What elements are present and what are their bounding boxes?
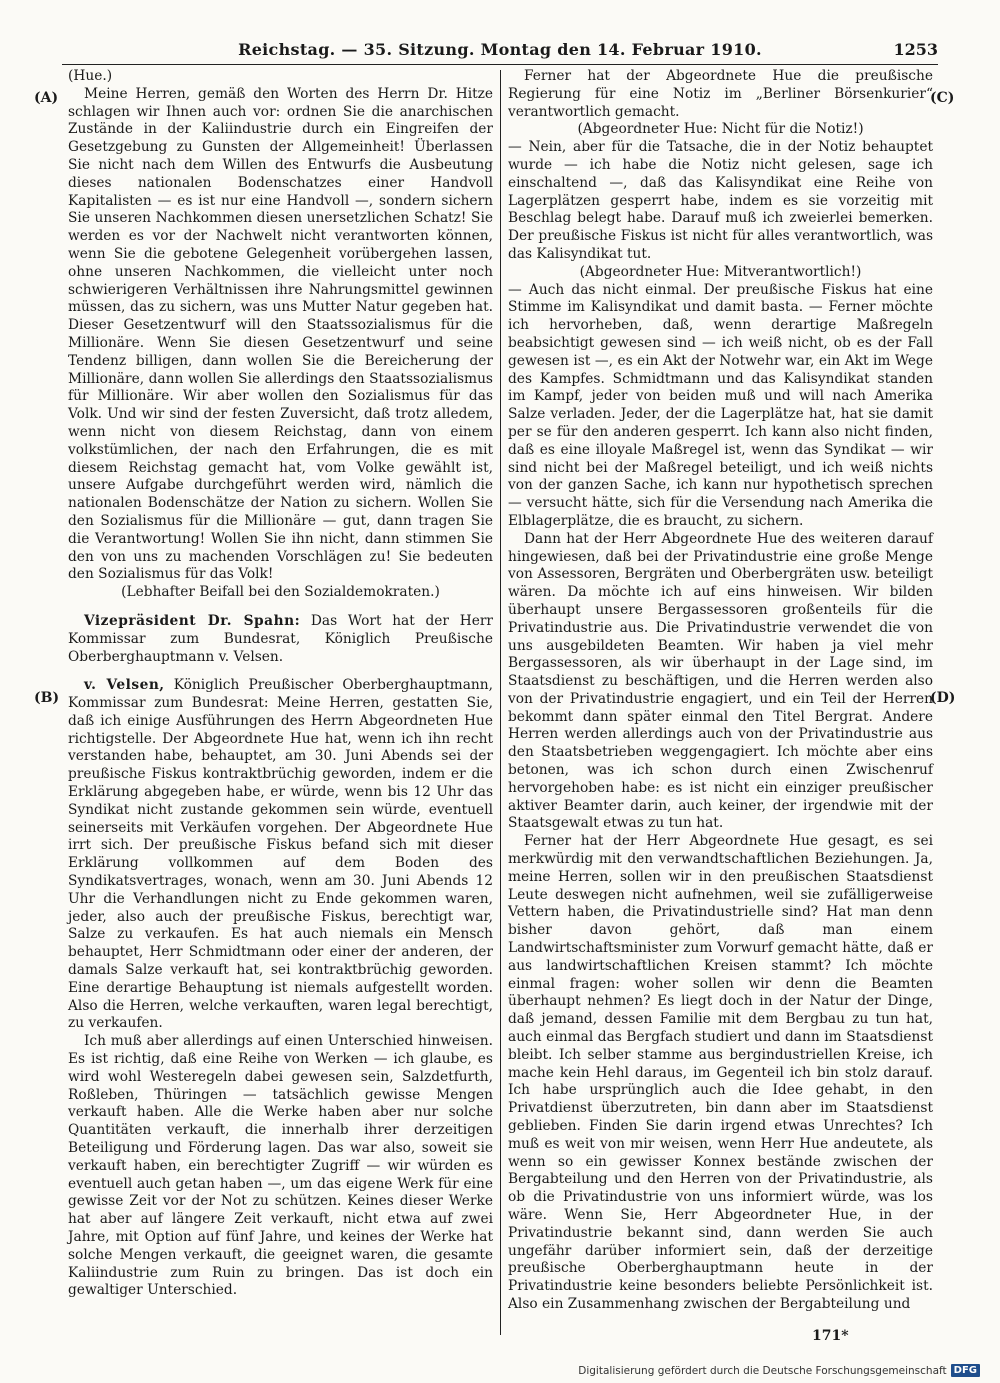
margin-marker-c: (C) [930,90,955,106]
notiz-paragraph: Ferner hat der Abgeordnete Hue die preußische Regierung für eine Notiz im „Berliner Börsenkurier“ verantwortlich gemacht. [508,68,933,120]
verwandtschaft-paragraph: Ferner hat der Herr Abgeordnete Hue gesagt, es sei merkwürdig mit den verwandtschaftlichen Beziehungen. Ja, meine Herren, sollen wir in den preußischen Staatsdienst Leute deswegen nicht aufnehmen, weil sie zufälligerweise Vettern haben, die Privatindustrielle sind? Hat man denn bisher davon gehört, daß man einem Landwirtschaftsminister zum Vorwurf gemacht hätte, daß er aus landwirtschaftlichen Kreisen stammt? Ich möchte einmal fragen: woher sollen wir denn die Beamten überhaupt nehmen? Es liegt doch in der Natur der Dinge, daß jemand, dessen Familie mit dem Bergbau zu tun hat, auch einmal das Bergfach studiert und dann im Staatsdienst bleibt. Ich selber stamme aus bergindustriellen Kreise, ich mache kein Hehl daraus, im Gegenteil ich bin stolz darauf. Ich habe ursprünglich auch die Idee gehabt, in den Privatdienst überzutreten, bin dann aber im Staatsdienst geblieben. Finden Sie darin irgend etwas Unrechtes? Ich muß es weit von mir weisen, wenn Herr Hue andeutete, als wenn so ein gewisser Konnex bestände zwischen der Bergabteilung und den Herren von der Privatindustrie, als ob die Privatindustrie von uns informiert würde, was los wäre. Wenn Sie, Herr Abgeordneter Hue, in der Privatindustrie bekannt sind, dann werden Sie auch ungefähr darüber informiert sein, daß der derzeitige preußische Oberberghauptmann heute in der Privatindustrie keine besonders beliebte Persönlichkeit ist. Also ein Zusammenhang zwischen der Bergabteilung und [508,833,933,1312]
lagerplaetze-paragraph: — Nein, aber für die Tatsache, die in der Notiz behauptet wurde — ich habe die Notiz nicht gelesen, sage ich einschaltend —, daß das Kalisyndikat eine Reihe von Lagerplätzen gesperrt habe, indem es sie vorzeitig mit Beschlag belegt habe. Darauf muß ich zweierlei bemerken. Der preußische Fiskus ist nicht für alles verantwortlich, was das Kalisyndikat tut. [508,139,933,262]
column-divider [500,70,501,1335]
page-header [62,40,938,64]
footer-text: Digitalisierung gefördert durch die Deutsche Forschungsgemeinschaft [578,1364,947,1377]
notwehr-paragraph: — Auch das nicht einmal. Der preußische Fiskus hat eine Stimme im Kalisyndikat und damit basta. — Ferner möchte ich hervorheben, daß, wenn derartige Maßregeln beabsichtigt gewesen sind — ich weiß nicht, ob es der Fall gewesen ist —, es ein Akt der Notwehr war, ein Akt im Wege des Kampfes. Schmidtmann und das Kalisyndikat standen im Kampf, jeder von beiden muß und will nach Amerika Salze verladen. Jeder, der die Lagerplätze hat, hat sie damit per se für den anderen gesperrt. Ich kann also nicht finden, daß es eine illoyale Maßregel ist, wenn das Syndikat — wir sind nicht bei der Maßregel beteiligt, und ich weiß nichts von der ganzen Sache, ich kann nur hypothetisch sprechen — versucht hätte, sich für die Versendung nach Amerika die Elblagerplätze, die es braucht, zu sichern. [508,281,933,529]
right-column [508,68,933,1314]
margin-marker-d: (D) [930,690,956,706]
vice-president-text: Das Wort hat der Herr Kommissar zum Bundesrat, Königlich Preußische Oberberghauptmann v. Velsen. [68,612,494,665]
page-number: 1253 [893,40,938,59]
vice-president-remark [68,613,493,666]
vice-president-speaker: Vizepräsident Dr. Spahn: [84,612,301,629]
unterschied-paragraph: Ich muß aber allerdings auf einen Unterschied hinweisen. Es ist richtig, daß eine Reihe von Werken — ich glaube, es wird wohl Westeregeln dabei gewesen sein, Salzdetfurth, Roßleben, Thüringen — tatsächlich gewisse Mengen verkauft haben. Alle die Werke haben aber nur solche Quantitäten verkauft, die innerhalb ihrer derzeitigen Beteiligung und Förderung lagen. Das war also, soweit sie verkauft haben, ein berechtigter Zugriff — wir würden es eventuell auch getan haben —, um das eigene Werk für eine gewisse Zeit vor der Not zu schützen. Keines dieser Werke hat aber auf längere Zeit verkauft, nicht etwa auf zwei Jahre, mit Option auf fünf Jahre, und keines der Werke hat solche Mengen verkauft, die geeignet waren, die gesamte Kaliindustrie zum Ruin zu bringen. Das ist doch ein gewaltiger Unterschied. [68,1033,493,1299]
hue-speech-paragraph: Meine Herren, gemäß den Worten des Herrn Dr. Hitze schlagen wir Ihnen auch vor: ordnen Sie die anarchischen Zustände in der Kaliindustrie durch ein Eingreifen der Gesetzgebung zu Gunsten der Allgemeinheit! Überlassen Sie nicht nach dem Willen des Entwurfs die Ausbeutung dieses nationalen Bodenschatzes einer Handvoll Kapitalisten — es ist nur eine Handvoll —, sondern sichern Sie unseren Nachkommen diesen unersetzlichen Schatz! Sie werden es vor der Nachwelt nicht verantworten können, wenn Sie die gebotene Gelegenheit vorübergehen lassen, ohne unseren Nachkommen, die vielleicht unter noch schwierigeren Verhältnissen ihre Nahrungsmittel gewinnen müssen, das zu sichern, was uns Mutter Natur gegeben hat. Dieser Gesetzentwurf will den Staatssozialismus für die Millionäre. Wenn Sie diesen Gesetzentwurf und seine Tendenz billigen, dann wollen Sie die Bereicherung der Millionäre, dann wollen Sie allerdings den Staatssozialismus für Millionäre. Wir aber wollen den Sozialismus für das Volk. Und wir sind der festen Zuversicht, daß trotz alledem, wenn nicht von diesem Reichstag, dann von einem volkstümlichen, der nach den Erfahrungen, die es mit diesem Reichstag gemacht hat, vom Volke gewählt ist, unsere Aufgabe durchgeführt werden wird, nämlich die nationalen Bodenschätze der Nation zu sichern. Wollen Sie den Sozialismus für die Millionäre — gut, dann tragen Sie die Verantwortung! Wollen Sie ihn nicht, dann stimmen Sie den von uns zu machenden Vorschlägen zu! Sie bedeuten den Sozialismus für das Volk! [68,85,493,583]
signature-mark: 171* [812,1328,849,1344]
dfg-logo-icon: DFG [951,1364,980,1377]
velsen-speech-paragraph [68,677,493,1033]
margin-marker-a: (A) [34,90,59,106]
velsen-speaker: v. Velsen, [84,677,165,694]
header-title: Reichstag. — 35. Sitzung. Montag den 14. Februar 1910. [238,40,762,59]
margin-marker-b: (B) [34,690,60,706]
left-column [68,68,493,1300]
speaker-tag: (Hue.) [68,68,113,84]
interjection-notiz: (Abgeordneter Hue: Nicht für die Notiz!) [577,121,864,138]
assessoren-paragraph: Dann hat der Herr Abgeordnete Hue des weiteren darauf hingewiesen, daß bei der Privatindustrie eine große Menge von Assessoren, Bergräten und Oberbergräten usw. beteiligt wären. Da möchte ich auf eins hinweisen. Wir bilden überhaupt unsere Bergassessoren großenteils für die Privatindustrie aus. Die Privatindustrie verwendet die von uns ausgebildeten Beamten. Wir haben ja viel mehr Bergassessoren, als wir überhaupt in der Lage sind, im Staatsdienst zu beschäftigen, und die Herren werden also von der Privatindustrie engagiert, und ein Teil der Herren bekommt dann später einmal den Titel Bergrat. Andere Herren werden allerdings auch von der Privatindustrie aus den Staatsbetrieben weggengagiert. Ich möchte aber eins betonen, was ich schon durch einen Zwischenruf hervorgehoben habe: es ist nicht ein einziger preußischer aktiver Beamter darin, auch keiner, der irgendwie mit der Staatsgewalt etwas zu tun hat. [508,530,933,832]
interjection-mitverantwortlich: (Abgeordneter Hue: Mitverantwortlich!) [579,263,862,280]
applause-note: (Lebhafter Beifall bei den Sozialdemokraten.) [121,584,440,601]
header-rule [62,64,938,65]
velsen-text: Königlich Preußischer Oberberghauptmann, Kommissar zum Bundesrat: Meine Herren, gestatten Sie, daß ich einige Ausführungen des Herrn Abgeordneten Hue richtigstelle. Der Abgeordnete Hue hat, wenn ich ihn recht verstanden habe, behauptet, am 30. Juni Abends sei der preußische Fiskus kontraktbrüchig geworden, indem er die Erklärung abgegeben habe, er würde, wenn bis 12 Uhr das Syndikat nicht zustande gekommen sein würde, eventuell seinerseits mit Verkäufen vorgehen. Der Abgeordnete Hue irrt sich. Der preußische Fiskus befand sich mit dieser Erklärung vollkommen auf dem Boden des Syndikatsvertrages, wonach, wenn am 30. Juni Abends 12 Uhr die Verhandlungen nicht zu Ende gekommen waren, jeder, also auch der preußische Fiskus, berechtigt war, Salze zu verkaufen. Es hat auch niemals ein Mensch behauptet, Herr Schmidtmann oder einer der anderen, der damals Salze verkauft hat, sei kontraktbrüchig geworden. Eine derartige Behauptung ist niemals aufgestellt worden. Also die Herren, welche verkauften, waren legal berechtigt, zu verkaufen. [68,677,493,1032]
digitization-footer [578,1364,980,1377]
